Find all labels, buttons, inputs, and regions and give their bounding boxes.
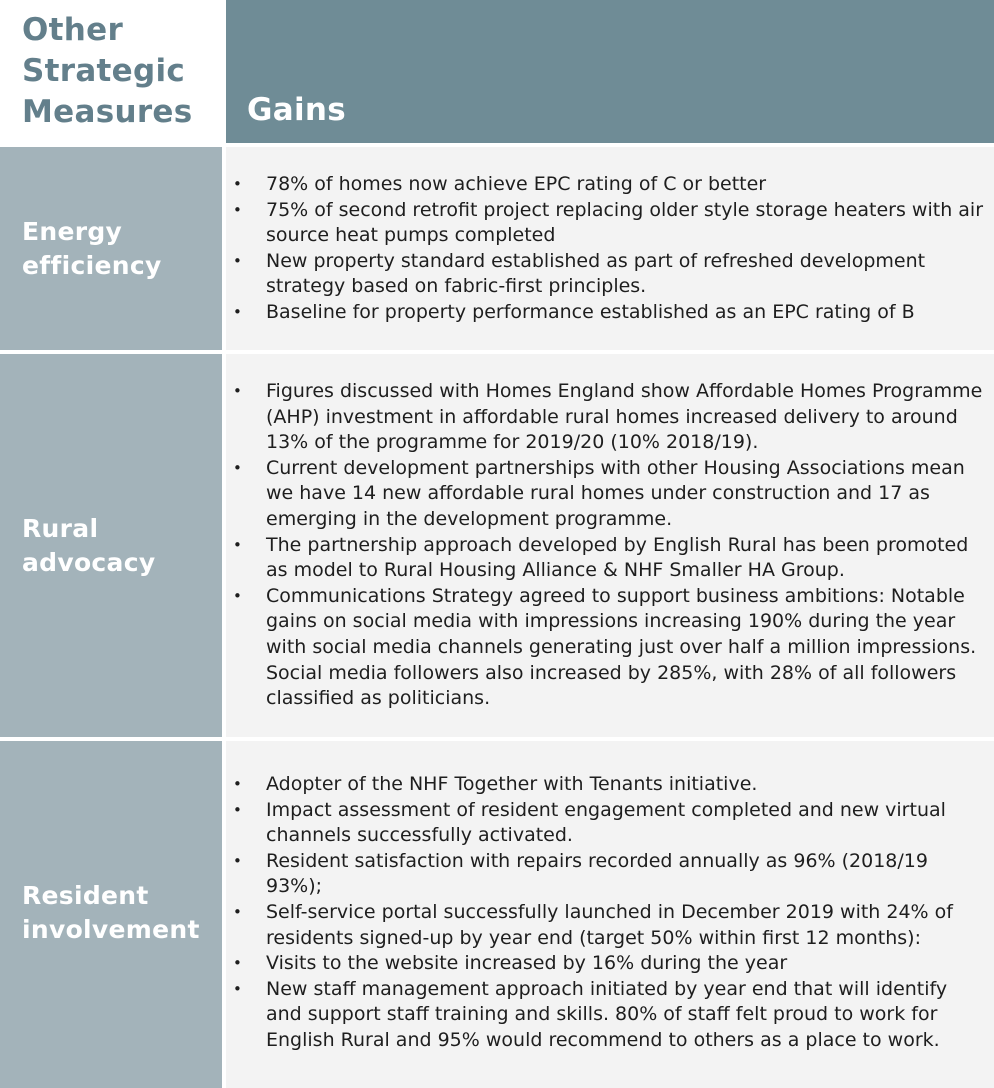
bullet-list <box>226 379 994 712</box>
row-label-line: efficiency <box>22 251 162 280</box>
header-measures-line: Other <box>22 12 124 48</box>
list-item: • Self-service portal successfully launched in December 2019 with 24% of residents signed-up by year end (target 50% within first 12 months): <box>233 900 953 949</box>
list-item: • Current development partnerships with other Housing Associations mean we have 14 new affordable rural homes under construction and 17 as emerging in the development programme. <box>233 456 965 530</box>
list-item: • Visits to the website increased by 16% during the year <box>233 952 788 975</box>
header-measures-line: Measures <box>22 94 193 130</box>
list-item: • Communications Strategy agreed to support business ambitions: Notable gains on social media with impressions increasing 190% during the year with social media channels generating just over half a million impressions. Social media followers also increased by 285%, with 28% of all followers classified as politicians. <box>233 584 977 710</box>
row-label-line: Resident <box>22 881 149 910</box>
list-item: • Adopter of the NHF Together with Tenants initiative. <box>233 773 758 795</box>
list-item: • 75% of second retrofit project replacing older style storage heaters with air source heat pumps completed <box>233 198 984 247</box>
bullet-list <box>226 172 994 326</box>
list-item: • The partnership approach developed by English Rural has been promoted as model to Rural Housing Alliance & NHF Smaller HA Group. <box>233 533 969 582</box>
header-gains-cell <box>226 0 994 143</box>
header-measures-line: Strategic <box>22 53 186 89</box>
header-measures-cell <box>0 0 222 143</box>
row-label-line: Rural <box>22 514 99 543</box>
row-content-rural-advocacy <box>226 354 994 737</box>
list-item: • New property standard established as part of refreshed development strategy based on fabric-first principles. <box>233 249 926 298</box>
row-label-resident-involvement <box>0 741 222 1088</box>
row-label-energy-efficiency <box>0 147 222 350</box>
row-label-line: Energy <box>22 217 123 246</box>
row-label-rural-advocacy <box>0 354 222 737</box>
row-content-resident-involvement <box>226 741 994 1088</box>
list-item: • New staff management approach initiated by year end that will identify and support staff training and skills. 80% of staff felt proud to work for English Rural and 95% would recommend to others as a place to work. <box>233 977 948 1051</box>
list-item: • 78% of homes now achieve EPC rating of C or better <box>233 173 767 195</box>
row-label-line: advocacy <box>22 548 156 577</box>
list-item: • Baseline for property performance established as an EPC rating of B <box>233 300 915 323</box>
bullet-list <box>226 772 994 1054</box>
header-measures-title <box>22 10 192 133</box>
list-item: • Impact assessment of resident engagement completed and new virtual channels successfully activated. <box>233 798 946 847</box>
list-item: • Resident satisfaction with repairs recorded annually as 96% (2018/19 93%); <box>233 849 928 898</box>
row-label-line: involvement <box>22 915 200 944</box>
row-content-energy-efficiency <box>226 147 994 350</box>
header-gains-title: Gains <box>247 92 347 128</box>
list-item: • Figures discussed with Homes England show Affordable Homes Programme (AHP) investment in affordable rural homes increased delivery to around 13% of the programme for 2019/20 (10% 2018/19). <box>233 380 983 454</box>
